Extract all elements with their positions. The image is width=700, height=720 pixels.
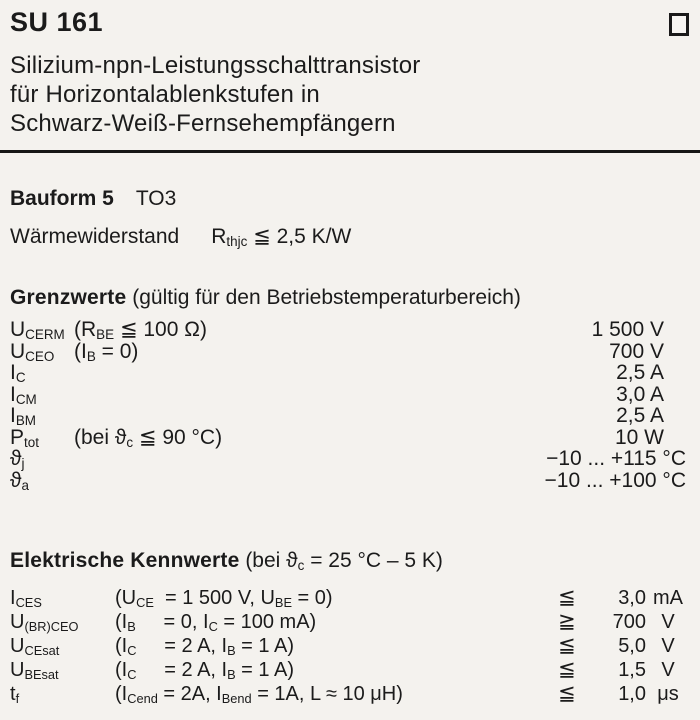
parameter-symbol: $U_{BEsat}$ [10, 659, 59, 682]
bauform-label: Bauform 5 [10, 187, 114, 210]
parameter-symbol: $U_{(BR)CEO}$ [10, 611, 79, 634]
test-condition: ($I_{Cend} = 2A$, $I_{Bend} = 1A$, L ≈ 10 μH) [115, 683, 403, 706]
package-line [10, 187, 690, 211]
parameter-unit: mA [653, 587, 683, 609]
electrical-table [10, 586, 690, 706]
limit-condition [74, 405, 616, 427]
bauform-value: TO3 [135, 187, 177, 210]
limits-heading-title: Grenzwerte [10, 286, 127, 309]
electrical-row [10, 586, 690, 610]
limit-condition: $(I_B = 0)$ [74, 339, 139, 364]
limit-value: −10 ... +100 °C [544, 468, 686, 492]
limit-condition [74, 470, 545, 492]
relation-symbol: ≦ [558, 682, 576, 705]
limit-row [10, 470, 690, 492]
electrical-heading-note: (bei $ϑ_c = 25$ °C – 5 K) [245, 549, 443, 573]
test-condition: ($U_{CE} = 1$ 500 V, $U_{BE} = 0$) [115, 587, 333, 610]
limit-row [10, 319, 690, 341]
limit-symbol: $I_{CM}$ [10, 382, 37, 407]
relation-symbol: ≦ [558, 586, 576, 609]
parameter-unit: V [661, 611, 675, 633]
limits-table [10, 319, 690, 491]
parameter-value: 5,0 [618, 635, 646, 657]
parameter-unit: V [661, 659, 675, 681]
subtitle-line: Silizium-npn-Leistungsschalttransistor [10, 52, 421, 79]
relation-symbol: ≦ [558, 658, 576, 681]
parameter-value: 1,5 [618, 659, 646, 681]
electrical-row [10, 682, 690, 706]
page-title: SU 161 [10, 7, 104, 37]
limits-section-heading [10, 285, 690, 310]
limit-value: 3,0 A [616, 382, 664, 406]
limit-row [10, 427, 690, 449]
test-condition: ($I_C$ = 2 A, $I_B = 1$ A) [115, 659, 294, 682]
limit-symbol: $ϑ_a$ [10, 468, 29, 493]
electrical-section-heading [10, 548, 690, 573]
limit-row [10, 384, 690, 406]
limit-symbol: $ϑ_j$ [10, 447, 25, 471]
limit-value: 700 V [609, 339, 664, 363]
limit-condition [74, 384, 616, 406]
limit-row [10, 362, 690, 384]
thermal-value: $R_{thjc}$ ≦ 2,5 K/W [211, 225, 352, 249]
parameter-symbol: $I_{CES}$ [10, 587, 42, 610]
parameter-value: 700 [612, 611, 646, 633]
limit-symbol: $I_C$ [10, 361, 26, 385]
relation-symbol: ≧ [558, 610, 576, 633]
parameter-value: 3,0 [618, 587, 646, 609]
limit-row [10, 448, 690, 470]
limit-condition: (bei $ϑ_c$ ≦ 90 °C) [74, 425, 223, 450]
limit-symbol: $I_{BM}$ [10, 404, 36, 428]
limit-condition [74, 448, 546, 470]
subtitle-line: Schwarz-Weiß-Fernsehempfängern [10, 110, 396, 137]
limit-condition [74, 362, 616, 384]
test-condition: ($I_B$ = 0, $I_C = 100$ mA) [115, 611, 317, 634]
limit-symbol: $P_{tot}$ [10, 425, 39, 450]
limits-heading-note: (gültig für den Betriebstemperaturbereich) [132, 286, 521, 309]
limit-value: 2,5 A [616, 404, 664, 427]
limit-row [10, 341, 690, 363]
limit-value: 1 500 V [591, 318, 664, 341]
limit-value: 10 W [614, 425, 664, 449]
parameter-value: 1,0 [618, 683, 646, 705]
limit-row [10, 405, 690, 427]
page-subtitle [10, 51, 690, 138]
limit-symbol: $U_{CERM}$ [10, 318, 65, 342]
relation-symbol: ≦ [558, 634, 576, 657]
parameter-symbol: $t_f$ [10, 683, 20, 706]
parameter-unit: μs [657, 683, 679, 705]
limit-symbol: $U_{CEO}$ [10, 339, 55, 364]
limit-value: 2,5 A [616, 361, 664, 384]
parameter-unit: V [661, 635, 675, 657]
electrical-row [10, 610, 690, 634]
thermal-label: Wärmewiderstand [10, 225, 180, 248]
test-condition: ($I_C$ = 2 A, $I_B = 1$ A) [115, 635, 294, 658]
thermal-resistance-line [10, 225, 690, 249]
subtitle-line: für Horizontalablenkstufen in [10, 81, 320, 108]
corner-square-icon [669, 13, 689, 36]
electrical-heading-title: Elektrische Kennwerte [10, 549, 240, 572]
header-divider [0, 150, 700, 153]
electrical-row [10, 658, 690, 682]
parameter-symbol: $U_{CEsat}$ [10, 635, 60, 658]
limit-condition: ($R_{BE}$ ≦ 100 Ω) [74, 318, 207, 342]
limit-value: −10 ... +115 °C [546, 447, 686, 470]
electrical-row [10, 634, 690, 658]
